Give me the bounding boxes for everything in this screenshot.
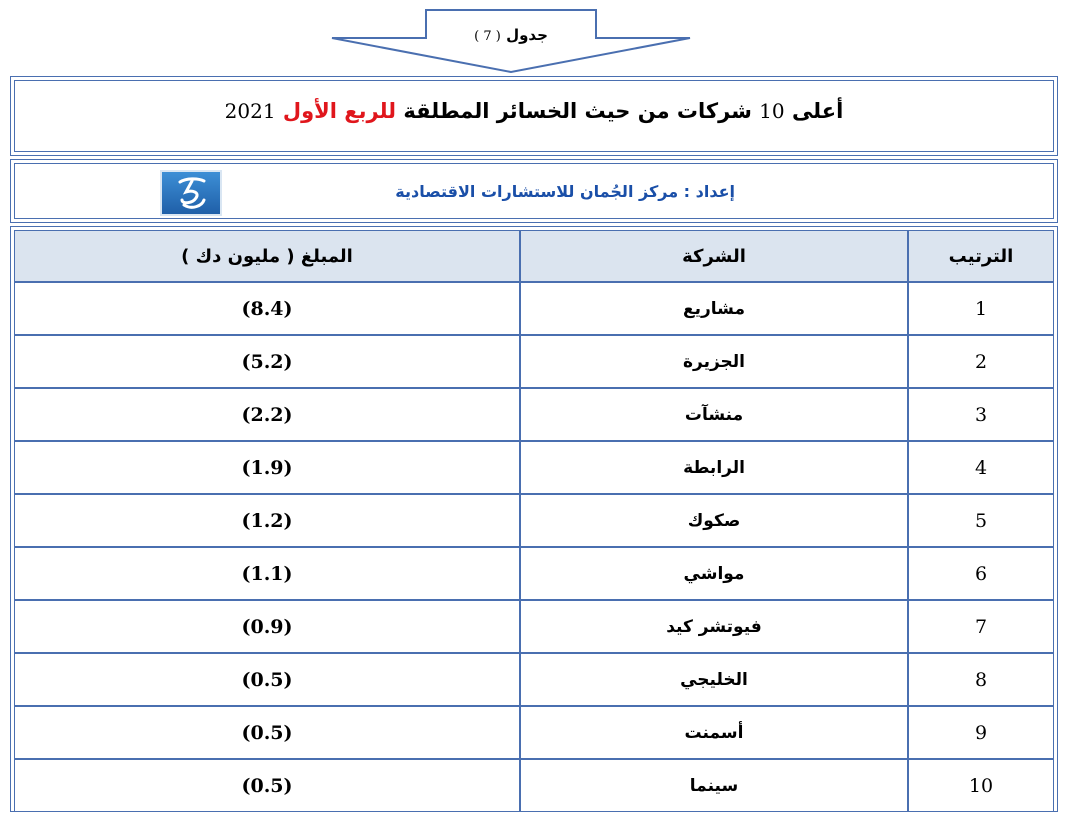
- company-cell: فيوتشر كيد: [520, 600, 908, 653]
- amount-cell: (0.5): [14, 706, 520, 759]
- rank-cell: 7: [908, 600, 1054, 653]
- amount-cell: (1.1): [14, 547, 520, 600]
- rank-cell: 4: [908, 441, 1054, 494]
- company-cell: مواشي: [520, 547, 908, 600]
- rank-cell: 9: [908, 706, 1054, 759]
- losses-table: [10, 226, 1058, 812]
- company-cell: الخليجي: [520, 653, 908, 706]
- prepared-by-text: إعداد : مركز الجُمان للاستشارات الاقتصادية: [395, 182, 735, 201]
- company-cell: أسمنت: [520, 706, 908, 759]
- company-cell: الرابطة: [520, 441, 908, 494]
- company-cell: منشآت: [520, 388, 908, 441]
- table-number: ( 7 ): [474, 29, 501, 44]
- table-row: [14, 335, 1054, 388]
- table-row: [14, 653, 1054, 706]
- amount-cell: (0.5): [14, 759, 520, 812]
- rank-cell: 1: [908, 282, 1054, 335]
- table-row: [14, 547, 1054, 600]
- amount-cell: (1.2): [14, 494, 520, 547]
- header-company: الشركة: [520, 230, 908, 282]
- page-title: [15, 99, 1053, 123]
- prepared-by-box: [10, 159, 1058, 223]
- company-cell: صكوك: [520, 494, 908, 547]
- amount-cell: (5.2): [14, 335, 520, 388]
- amount-cell: (1.9): [14, 441, 520, 494]
- amount-cell: (0.5): [14, 653, 520, 706]
- table-row: [14, 759, 1054, 812]
- table-row: [14, 706, 1054, 759]
- amount-cell: (0.9): [14, 600, 520, 653]
- rank-cell: 3: [908, 388, 1054, 441]
- aljoman-logo-icon: [160, 170, 222, 216]
- title-number: 10: [759, 99, 785, 123]
- table-row: [14, 282, 1054, 335]
- header-rank: الترتيب: [908, 230, 1054, 282]
- amount-cell: (8.4): [14, 282, 520, 335]
- rank-cell: 6: [908, 547, 1054, 600]
- table-row: [14, 388, 1054, 441]
- table-row: [14, 441, 1054, 494]
- table-word: جدول: [506, 26, 548, 44]
- rank-cell: 10: [908, 759, 1054, 812]
- title-box: [10, 76, 1058, 156]
- company-cell: الجزيرة: [520, 335, 908, 388]
- table-number-label: [430, 26, 592, 44]
- table-row: [14, 494, 1054, 547]
- table-header-row: [14, 230, 1054, 282]
- title-part1: أعلى: [791, 99, 844, 123]
- title-year: 2021: [224, 99, 276, 123]
- table-row: [14, 600, 1054, 653]
- header-amount: المبلغ ( مليون دك ): [14, 230, 520, 282]
- rank-cell: 5: [908, 494, 1054, 547]
- rank-cell: 8: [908, 653, 1054, 706]
- table-number-arrow: [330, 8, 692, 74]
- title-quarter: للربع الأول: [282, 99, 397, 123]
- company-cell: سينما: [520, 759, 908, 812]
- rank-cell: 2: [908, 335, 1054, 388]
- amount-cell: (2.2): [14, 388, 520, 441]
- title-part2: شركات من حيث الخسائر المطلقة: [403, 99, 752, 123]
- company-cell: مشاريع: [520, 282, 908, 335]
